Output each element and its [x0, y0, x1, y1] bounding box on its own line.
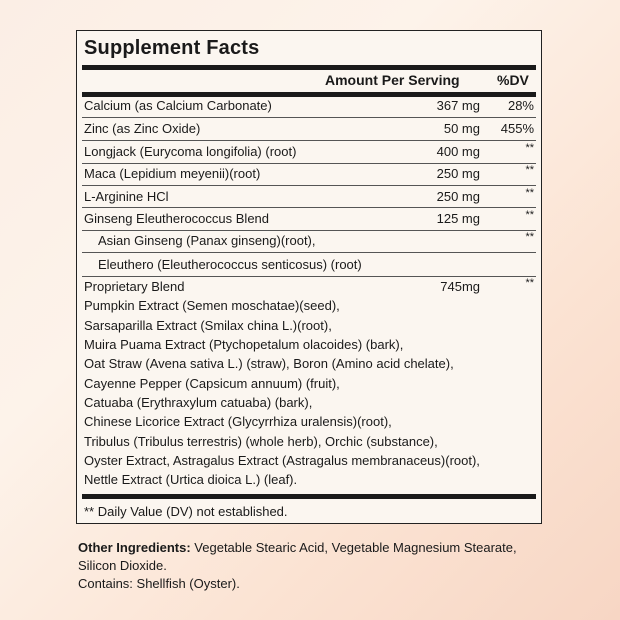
nutrient-name: Maca (Lepidium meyenii)(root): [84, 166, 261, 181]
nutrient-amount: 367 mg: [436, 98, 480, 113]
blend-ingredient: Pumpkin Extract (Semen moschatae)(seed),: [84, 298, 340, 313]
blend-ingredient: Tribulus (Tribulus terrestris) (whole herb), Orchic (substance),: [84, 434, 438, 449]
nutrient-name: Calcium (as Calcium Carbonate): [84, 98, 272, 113]
nutrient-amount: 250 mg: [436, 189, 480, 204]
nutrient-amount: 125 mg: [436, 211, 480, 226]
nutrient-row: [82, 230, 536, 252]
nutrient-name: L-Arginine HCl: [84, 189, 169, 204]
blend-ingredient: Nettle Extract (Urtica dioica L.) (leaf).: [84, 472, 298, 487]
nutrient-row: [82, 118, 536, 140]
other-ingredients-label: Other Ingredients:: [78, 540, 191, 555]
other-ingredients-text: Vegetable Stearic Acid, Vegetable Magnesium Stearate, Silicon Dioxide.: [78, 540, 517, 573]
other-ingredients: [78, 539, 548, 593]
nutrient-dv: **: [525, 142, 534, 154]
nutrient-row: [82, 141, 536, 163]
nutrient-name: Ginseng Eleutherococcus Blend: [84, 211, 270, 226]
blend-ingredient: Cayenne Pepper (Capsicum annuum) (fruit),: [84, 376, 340, 391]
nutrient-row: [82, 95, 536, 117]
nutrient-amount: 50 mg: [443, 121, 480, 136]
row-divider: [82, 252, 536, 253]
header-dv: %DV: [497, 72, 529, 88]
nutrient-dv: **: [525, 187, 534, 199]
allergen-statement: Contains: Shellfish (Oyster).: [78, 576, 240, 591]
nutrient-row: [82, 254, 536, 276]
proprietary-name: Proprietary Blend: [84, 279, 185, 294]
nutrient-name: Eleuthero (Eleutherococcus senticosus) (root): [98, 257, 362, 272]
blend-ingredient: Sarsaparilla Extract (Smilax china L.)(root),: [84, 318, 332, 333]
nutrient-name: Asian Ginseng (Panax ginseng)(root),: [98, 233, 316, 248]
proprietary-dv: **: [525, 277, 534, 289]
nutrient-amount: 400 mg: [436, 144, 480, 159]
nutrient-dv: 28%: [507, 98, 534, 113]
footnote-rule: [82, 494, 536, 499]
header-amount: Amount Per Serving: [325, 72, 460, 88]
blend-ingredient: Muira Puama Extract (Ptychopetalum olacoides) (bark),: [84, 337, 404, 352]
nutrient-dv: **: [525, 209, 534, 221]
panel-title: Supplement Facts: [84, 37, 260, 59]
blend-ingredient: Oyster Extract, Astragalus Extract (Astragalus membranaceus)(root),: [84, 453, 480, 468]
title-rule: [82, 65, 536, 70]
dv-footnote: ** Daily Value (DV) not established.: [84, 504, 288, 519]
nutrient-dv: **: [525, 231, 534, 243]
proprietary-amount: 745mg: [440, 279, 480, 294]
nutrient-row: [82, 186, 536, 208]
nutrient-name: Longjack (Eurycoma longifolia) (root): [84, 144, 297, 159]
nutrient-row: [82, 163, 536, 185]
blend-ingredient: Catuaba (Erythraxylum catuaba) (bark),: [84, 395, 313, 410]
nutrient-name: Zinc (as Zinc Oxide): [84, 121, 201, 136]
blend-ingredient: Oat Straw (Avena sativa L.) (straw), Boron (Amino acid chelate),: [84, 356, 454, 371]
blend-ingredient: Chinese Licorice Extract (Glycyrrhiza uralensis)(root),: [84, 414, 392, 429]
nutrient-dv: **: [525, 164, 534, 176]
nutrient-dv: 455%: [500, 121, 534, 136]
proprietary-row: [82, 276, 536, 298]
nutrient-row: [82, 208, 536, 230]
nutrient-amount: 250 mg: [436, 166, 480, 181]
